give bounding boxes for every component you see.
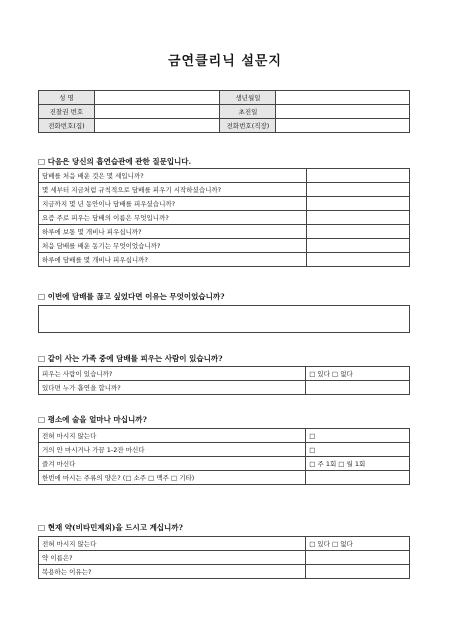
drink-q3: 즐겨 마신다 (39, 457, 306, 471)
smoking-a4[interactable] (306, 211, 409, 225)
phone-home-label: 전화번호(집) (39, 119, 95, 133)
drink-q4: 한번에 마시는 주류의 양은? (□ 소주 □ 맥주 □ 기타) (39, 471, 306, 485)
smoking-q3: 지금까지 몇 년 동안이나 담배를 피우셨습니까? (39, 197, 307, 211)
birth-label: 생년월일 (220, 91, 276, 105)
family-q2: 있다면 누가 흡연을 합니까? (39, 381, 306, 395)
family-smoking-table (38, 366, 410, 395)
name-label: 성 명 (39, 91, 95, 105)
smoking-a7[interactable] (306, 253, 409, 267)
section3-heading: □ 같이 사는 가족 중에 담배를 피우는 사람이 있습니까? (38, 354, 223, 363)
med-q1: 전혀 마시지 않는다 (39, 537, 306, 551)
first-visit-field[interactable] (276, 105, 410, 119)
drink-q1: 전혀 마시지 않는다 (39, 429, 306, 443)
phone-work-field[interactable] (276, 119, 410, 133)
drink-q2: 거의 안 마시거나 가끔 1-2잔 마신다 (39, 443, 306, 457)
chart-no-label: 진찰권 번호 (39, 105, 95, 119)
smoking-a6[interactable] (306, 239, 409, 253)
family-a1[interactable]: □ 있다 □ 없다 (306, 367, 410, 381)
chart-no-field[interactable] (94, 105, 220, 119)
smoking-a5[interactable] (306, 225, 409, 239)
smoking-q2: 몇 세부터 지금처럼 규칙적으로 담배를 피우기 시작하셨습니까? (39, 183, 307, 197)
section4-heading: □ 평소에 술을 얼마나 마십니까? (38, 415, 147, 424)
birth-field[interactable] (276, 91, 410, 105)
smoking-habit-table (38, 168, 410, 267)
drink-a3[interactable]: □ 주 1회 □ 월 1회 (306, 457, 410, 471)
drink-a4[interactable] (306, 471, 410, 485)
page-title: 금연클리닉 설문지 (168, 54, 282, 69)
drink-a1[interactable]: □ (306, 429, 410, 443)
section5-heading: □ 현재 약(비타민제외)을 드시고 계십니까? (38, 523, 183, 532)
smoking-q4: 요즘 주로 피우는 담배의 이름은 무엇입니까? (39, 211, 307, 225)
medication-table (38, 536, 410, 579)
patient-info-table (38, 90, 410, 133)
med-q3: 복용하는 이유는? (39, 565, 306, 579)
smoking-q1: 담배를 처음 배운 것은 몇 세입니까? (39, 169, 307, 183)
smoking-q7: 하루에 담배를 몇 개비나 피우십니까? (39, 253, 307, 267)
drinking-table (38, 428, 410, 485)
first-visit-label: 초진일 (220, 105, 276, 119)
smoking-a2[interactable] (306, 183, 409, 197)
smoking-a1[interactable] (306, 169, 409, 183)
smoking-q5: 하루에 보통 몇 개비나 피우십니까? (39, 225, 307, 239)
med-a3[interactable] (306, 565, 410, 579)
name-field[interactable] (94, 91, 220, 105)
smoking-a3[interactable] (306, 197, 409, 211)
family-q1: 피우는 사람이 있습니까? (39, 367, 306, 381)
med-q2: 약 이름은? (39, 551, 306, 565)
med-a2[interactable] (306, 551, 410, 565)
phone-home-field[interactable] (94, 119, 220, 133)
section2-heading: □ 이번에 담배를 끊고 싶었다면 이유는 무엇이었습니까? (38, 292, 225, 301)
phone-work-label: 전화번호(직장) (220, 119, 276, 133)
drink-a2[interactable]: □ (306, 443, 410, 457)
smoking-q6: 처음 담배를 배운 동기는 무엇이었습니까? (39, 239, 307, 253)
section1-heading: □ 다음은 당신의 흡연습관에 관한 질문입니다. (38, 157, 192, 166)
family-a2[interactable] (306, 381, 410, 395)
quit-reason-field[interactable] (38, 305, 410, 333)
med-a1[interactable]: □ 있다 □ 없다 (306, 537, 410, 551)
